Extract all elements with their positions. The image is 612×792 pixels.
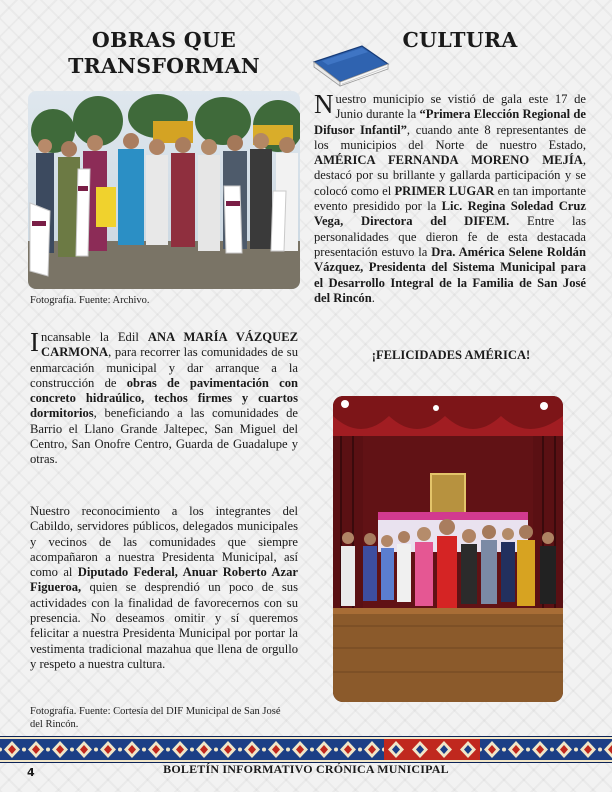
page-number: 4 bbox=[27, 766, 35, 779]
cultura-text-1: uestro municipio se vistió de gala este 17 de Junio durante la bbox=[335, 92, 586, 122]
obras-heading-line2: TRANSFORMAN bbox=[68, 54, 260, 78]
cultura-heading: CULTURA bbox=[402, 28, 518, 52]
cultura-dropcap: N bbox=[314, 89, 334, 119]
obras-photo-caption: Fotografía. Fuente: Archivo. bbox=[30, 295, 150, 306]
cultura-photo bbox=[333, 396, 563, 702]
america-selene-name: Dra. América Selene Roldán Vázquez, Presidenta del Sistema Municipal para el Desarrollo Integral de la Familia de San José del Rincón bbox=[314, 244, 586, 305]
cultura-text-5: Entre las personalidades que dieron fe de esta destacada presentación estuvo la bbox=[314, 214, 587, 259]
cultura-text-4: en tan importante evento presidido por la bbox=[314, 183, 586, 214]
footer-title: BOLETÍN INFORMATIVO CRÓNICA MUNICIPAL bbox=[163, 762, 449, 776]
obras-p1-text-1: ncansable la Edil bbox=[41, 330, 148, 344]
obras-paragraph-2 bbox=[30, 504, 298, 672]
dif-photo-caption: Fotografía. Fuente: Cortesía del DIF Municipal de San José del Rincón. bbox=[30, 706, 281, 730]
decorative-border bbox=[0, 736, 612, 763]
regina-name: Lic. Regina Soledad Cruz Vega, Directora del DIFEM. bbox=[314, 199, 586, 229]
obras-paragraph-1 bbox=[30, 327, 298, 468]
obras-list: obras de pavimentación con concreto hidraúlico, techos firmes y cuartos dormitorios bbox=[30, 375, 298, 421]
cultura-text-6: . bbox=[371, 290, 375, 305]
cultura-paragraph bbox=[314, 89, 587, 306]
diputado-name: Diputado Federal, Anuar Roberto Azar Figueroa, bbox=[30, 565, 298, 595]
edil-name: ANA MARÍA VÁZQUEZ CARMONA bbox=[41, 330, 298, 360]
cultura-text-3: , destacó por su brillante y gallarda participación y se colocó como el bbox=[314, 153, 586, 198]
cultura-text-2: , cuando ante 8 representantes de los municipios del Norte de nuestro Estado, bbox=[314, 122, 586, 152]
book-icon bbox=[312, 40, 390, 88]
obras-p2-text-1: Nuestro reconocimiento a los integrantes del Cabildo, servidores públicos, delegados municipales y vecinos de las comunidades que siempre acompañaron a nuestra Presidenta Municipal, así como al bbox=[30, 504, 298, 580]
obras-photo bbox=[28, 91, 300, 289]
obras-p1-text-3: , beneficiando a las comunidades de Barrio el Llano Grande Jaltepec, San Miguel del Centro, San Onofre Centro, Guarda de Guadalupe y otras. bbox=[30, 406, 298, 467]
obras-p1-text-2: , para recorrer las comunidades de su enmarcación municipal y dar arranque a la construcción de bbox=[30, 345, 298, 390]
primer-lugar: PRIMER LUGAR bbox=[394, 183, 495, 198]
eleccion-title: “Primera Elección Regional de Difusor Infantil” bbox=[314, 107, 586, 137]
america-name: AMÉRICA FERNANDA MORENO MEJÍA bbox=[314, 153, 583, 168]
obras-dropcap: I bbox=[30, 327, 39, 357]
obras-heading-line1: OBRAS QUE bbox=[91, 28, 237, 52]
obras-p2-text-2: quien se desprendió un poco de sus actividades con la finalidad de favorecernos con su presencia. No deseamos omitir y sí queremos felicitar a nuestra Presidenta Municipal por portar la vestimenta tradicional mazahua que llena de orgullo y respeto a nuestra cultura. bbox=[30, 580, 298, 671]
felicidades-text: ¡FELICIDADES AMÉRICA! bbox=[371, 348, 531, 362]
obras-heading bbox=[30, 27, 298, 79]
